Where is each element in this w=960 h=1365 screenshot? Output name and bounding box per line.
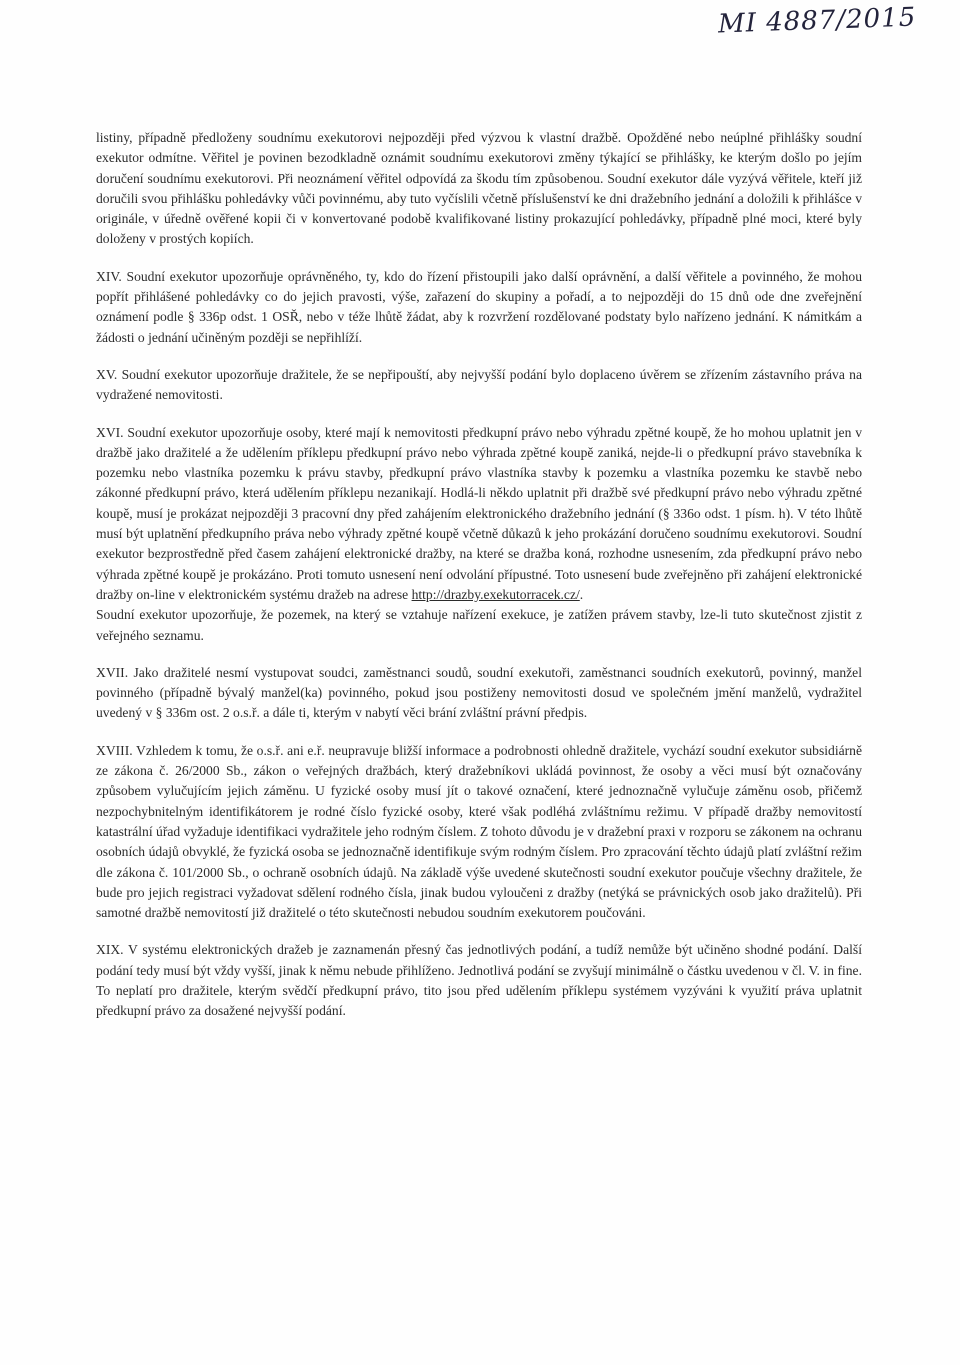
- paragraph-xvii: XVII. Jako dražitelé nesmí vystupovat soudci, zaměstnanci soudů, soudní exekutoři, zaměstnanci soudních exekutorů, povinný, manžel povinného (případně bývalý manžel(ka) povinného, pokud jsou postiženy nemovitosti dosud ve společném jmění manželů, vydražitel uvedený v § 336m ost. 2 o.s.ř. a dále ti, kterým v nabytí věci brání zvláštní právní předpis.: [96, 664, 862, 721]
- paragraph-xviii: XVIII. Vzhledem k tomu, že o.s.ř. ani e.ř. neupravuje bližší informace a podrobnosti ohledně dražitele, vychází soudní exekutor subsidiárně ze zákona č. 26/2000 Sb., zákon o veřejných dražbách, který dražebníkovi ukládá povinnost, že osoby a věci musí být označovány způsobem vylučujícím jejich záměnu. U fyzické osoby musí jít o takové označení, které jednoznačně vylučuje záměnu osob, přičemž nezpochybnitelným identifikátorem je rodné číslo fyzické osoby, které však podléhá zvláštnímu režimu. V případě dražby nemovitostí katastrální úřad vyžaduje identifikaci vydražitele jeho rodným číslem. Z tohoto důvodu je v dražební praxi v rozporu se zákonem na ochranu osobních údajů obvyklé, že fyzická osoba se jednoznačně identifikuje svým rodným číslem. Pro zpracování těchto údajů platí zvláštní režim dle zákona č. 101/2000 Sb., o ochraně osobních údajů. Na základě výše uvedené skutečnosti soudní exekutor poučuje všechny dražitele, že bude pro jejich registraci vyžadovat sdělení rodného čísla, jinak budou vyloučeni z dražby (netýká se právnických osob jako dražitelů). Při samotné dražbě nemovitostí již dražitelé o této skutečnosti nebudou soudním exekutorem poučováni.: [96, 742, 862, 921]
- paragraph-xvi: [96, 423, 862, 606]
- paragraph-xvi-building-right: Soudní exekutor upozorňuje, že pozemek, na který se vztahuje nařízení exekuce, je zatížen právem stavby, lze-li tuto skutečnost zjistit z veřejného seznamu.: [96, 607, 862, 643]
- document-body: [96, 128, 862, 1039]
- paragraph-xvi-end: .: [579, 586, 584, 602]
- paragraph-intro: listiny, případně předloženy soudnímu exekutorovi nejpozději před výzvou k vlastní dražbě. Opožděné nebo neúplné přihlášky soudní exekutor odmítne. Věřitel je povinen bezodkladně oznámit soudnímu exekutorovi změny týkající se přihlášky, ke kterým došlo po jejím doručení soudnímu exekutorovi. Při neoznámení věřitel odpovídá za škodu tím způsobenou. Soudní exekutor dále vyzývá věřitele, kteří již doručili svou přihlášku pohledávky vůči povinnému, aby tuto vyčíslili včetně příslušenství ke dni dražebního jednání a doložili k přihlášce v originále, v úředně ověřené kopii či v konvertované podobě kvalifikované listiny prokazující pohledávky, případně plné moci, které byly doloženy v prostých kopiích.: [96, 130, 862, 247]
- paragraph-xv: XV. Soudní exekutor upozorňuje dražitele, že se nepřipouští, aby nejvyšší podání bylo doplaceno úvěrem se zřízením zástavního práva na vydražené nemovitosti.: [96, 366, 862, 403]
- auction-url-link[interactable]: http://drazby.exekutorracek.cz/: [411, 586, 580, 602]
- paragraph-xiv: XIV. Soudní exekutor upozorňuje oprávněného, ty, kdo do řízení přistoupili jako další oprávnění, a další věřitele a povinného, že mohou popřít přihlášené pohledávky co do jejich pravosti, výše, zařazení do skupiny a pořadí, a to nejpozději do 15 dnů ode dne zveřejnění oznámení podle § 336p odst. 1 OSŘ, nebo v téže lhůtě žádat, aby k rozvržení rozdělované podstaty bylo nařízeno jednání. K námitkám a žádosti o jednání učiněným později se nepřihlíží.: [96, 268, 862, 345]
- paragraph-xix: XIX. V systému elektronických dražeb je zaznamenán přesný čas jednotlivých podání, a tudíž nemůže být učiněno shodné podání. Další podání tedy musí být vždy vyšší, jinak k němu nebude přihlíženo. Jednotlivá podání se zvyšují minimálně o částku uvedenou v čl. V. in fine. To neplatí pro dražitele, kterým svědčí předkupní právo, tito jsou před udělením příklepu systémem vyzýváni k využití práva uplatnit předkupní právo za dosažené nejvyšší podání.: [96, 942, 862, 1019]
- handwritten-reference: MI 4887/2015: [717, 2, 917, 40]
- paragraph-xvi-text: XVI. Soudní exekutor upozorňuje osoby, které mají k nemovitosti předkupní právo nebo výhradu zpětné koupě, že ho mohou uplatnit jen v dražbě jako dražitelé a že udělením příklepu předkupní právo nebo výhrada zpětné koupě zaniká, nejde-li o předkupní právo stavebníka k pozemku nebo vlastníka pozemku k právu stavby, předkupní právo vlastníka stavby k pozemku a vlastníka pozemku ke stavbě nebo zákonné předkupní právo, která udělením příklepu nezanikají. Hodlá-li někdo uplatnit při dražbě své předkupní právo nebo výhradu zpětné koupě, musí je prokázat nejpozději 3 pracovní dny před zahájením elektronického dražebního jednání (§ 336o odst. 1 písm. h). V této lhůtě musí být uplatnění předkupního práva nebo výhrady zpětné koupě včetně důkazů k jeho prokázání doručeno soudnímu exekutorovi. Soudní exekutor bezprostředně před časem zahájení elektronické dražby, na které se dražba koná, rozhodne usnesením, zda předkupní právo nebo výhrada zpětné koupě je prokázáno. Proti tomuto usnesení není odvolání přípustné. Toto usnesení bude zveřejněno při zahájení elektronické dražby on-line v elektronickém systému dražeb na adrese: [96, 424, 862, 602]
